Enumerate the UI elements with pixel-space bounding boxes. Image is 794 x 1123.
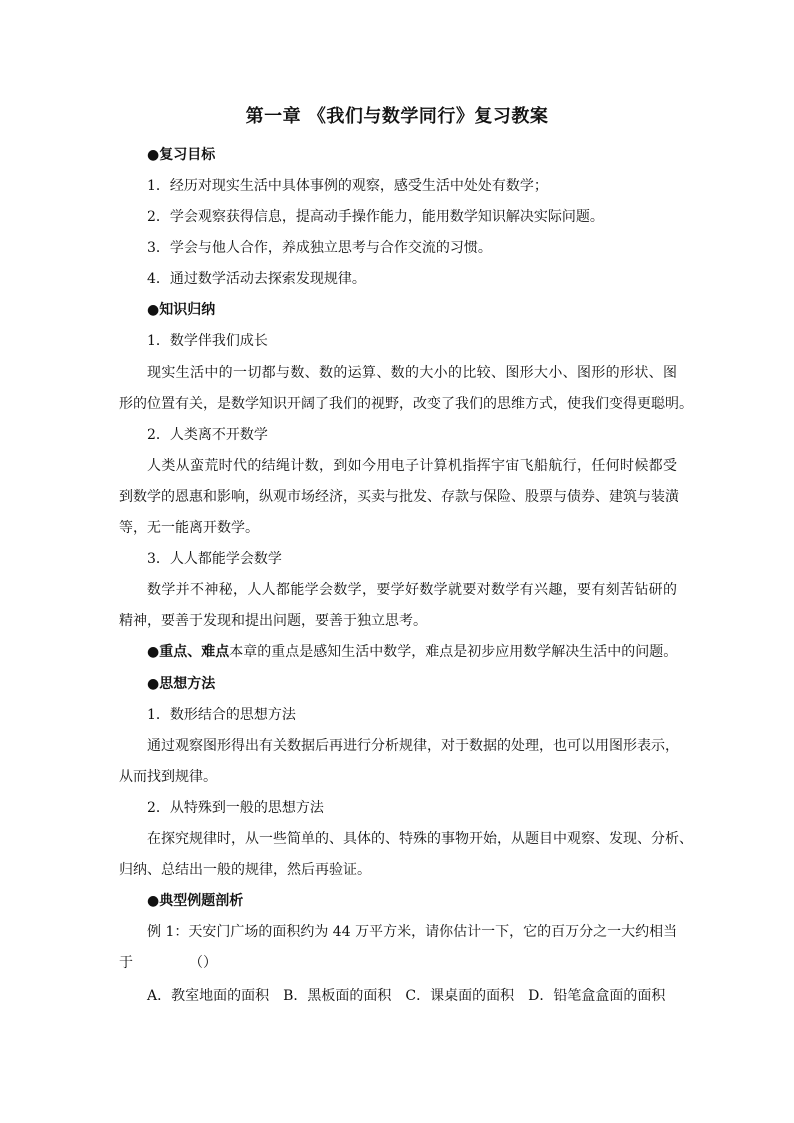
knowledge-subtitle: 2．人类离不开数学: [147, 427, 268, 443]
goal-item: 4．通过数学活动去探索发现规律。: [147, 271, 366, 287]
goal-item: 2．学会观察获得信息，提高动手操作能力，能用数学知识解决实际问题。: [147, 209, 604, 225]
key-points-text: 本章的重点是感知生活中数学，难点是初步应用数学解决生活中的问题。: [229, 644, 678, 660]
paragraph-line: 从而找到规律。: [119, 769, 217, 785]
key-points-line: [147, 641, 677, 663]
paragraph-line: 等，无一能离开数学。: [119, 520, 259, 536]
paragraph-line: 通过观察图形得出有关数据后再进行分析规律，对于数据的处理，也可以用图形表示，: [147, 738, 679, 754]
document-title: 第一章 《我们与数学同行》复习教案: [245, 106, 549, 127]
goal-item: 3．学会与他人合作，养成独立思考与合作交流的习惯。: [147, 240, 492, 256]
paragraph-line: 现实生活中的一切都与数、数的运算、数的大小的比较、图形大小、图形的形状、图: [147, 365, 677, 381]
section-heading-examples: ●典型例题剖析: [147, 893, 244, 909]
knowledge-subtitle: 3．人人都能学会数学: [147, 551, 282, 567]
method-subtitle: 1．数形结合的思想方法: [147, 707, 296, 723]
paragraph-line: 人类从蛮荒时代的结绳计数，到如今用电子计算机指挥宇宙飞船航行，任何时候都受: [147, 458, 677, 474]
example-question-line: [119, 952, 675, 974]
section-heading-methods: ●思想方法: [147, 676, 216, 692]
paragraph-line: 精神，要善于发现和提出问题，要善于独立思考。: [119, 613, 427, 629]
paragraph-line: 归纳、总结出一般的规律，然后再验证。: [119, 862, 371, 878]
paragraph-line: 数学并不神秘，人人都能学会数学，要学好数学就要对数学有兴趣，要有刻苦钻研的: [147, 582, 677, 598]
section-heading-goals: ●复习目标: [147, 147, 216, 163]
key-points-label: ●重点、难点: [147, 644, 230, 660]
method-subtitle: 2．从特殊到一般的思想方法: [147, 800, 324, 816]
knowledge-subtitle: 1．数学伴我们成长: [147, 333, 268, 349]
example-question-line: 例 1：天安门广场的面积约为 44 万平方米，请你估计一下，它的百万分之一大约相当: [147, 924, 678, 940]
example-options: A．教室地面的面积 B．黑板面的面积 C．课桌面的面积 D．铅笔盒盒面的面积: [147, 988, 666, 1004]
example-question-start: 于: [119, 955, 133, 971]
section-heading-knowledge: ●知识归纳: [147, 302, 216, 318]
paragraph-line: 在探究规律时，从一些简单的、具体的、特殊的事物开始，从题目中观察、发现、分析、: [147, 831, 693, 847]
paragraph-line: 到数学的恩惠和影响，纵观市场经济，买卖与批发、存款与保险、股票与债券、建筑与装潢: [119, 489, 679, 505]
goal-item: 1．经历对现实生活中具体事例的观察，感受生活中处处有数学；: [147, 178, 548, 194]
answer-blank: （）: [189, 955, 217, 971]
paragraph-line: 形的位置有关，是数学知识开阔了我们的视野，改变了我们的思维方式，使我们变得更聪明。: [119, 396, 693, 412]
